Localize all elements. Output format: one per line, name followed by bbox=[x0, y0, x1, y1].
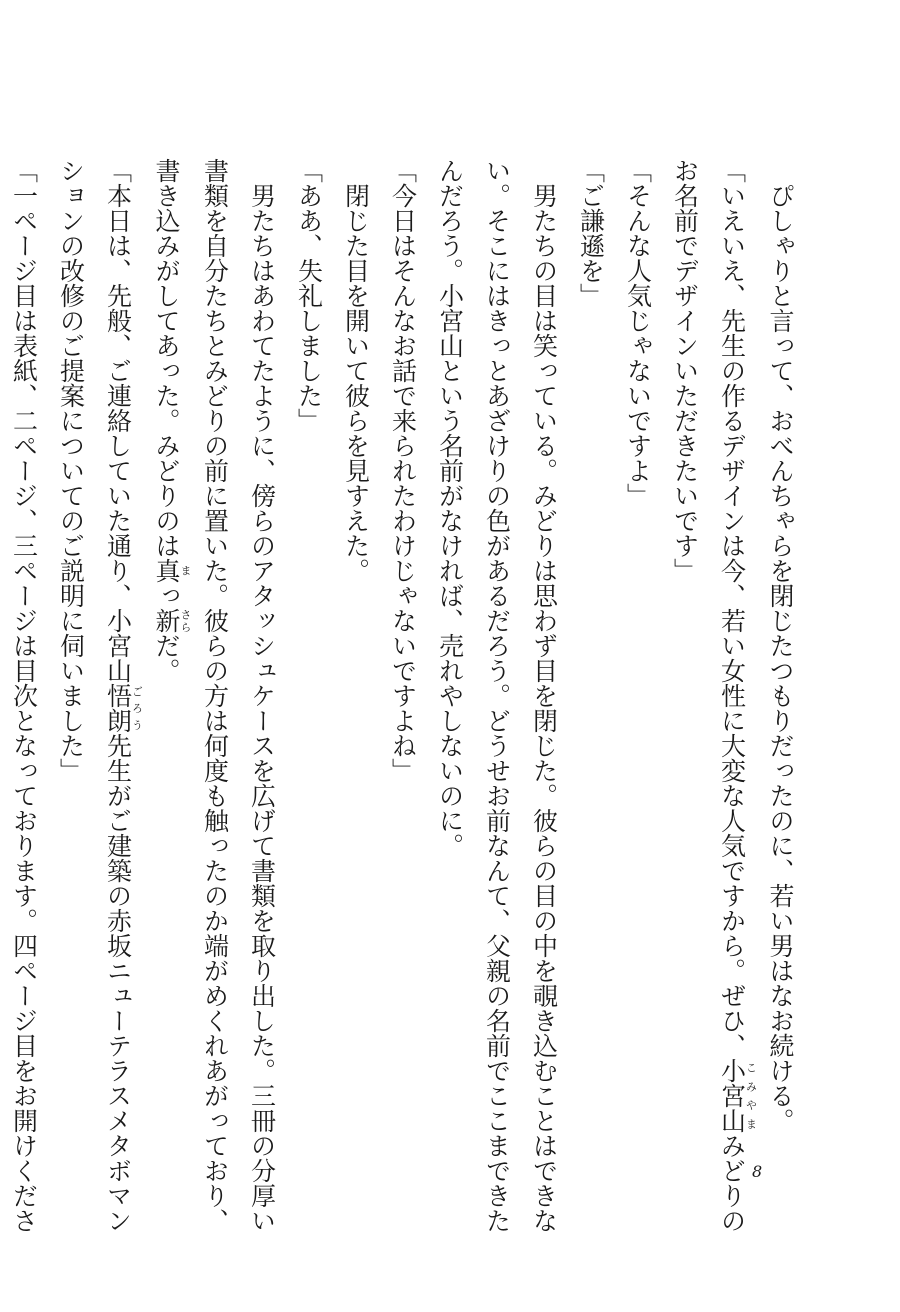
text-segment: 「今日はそんなお話で来られたわけじゃないですよね」 bbox=[388, 158, 418, 783]
text-segment: っ bbox=[152, 583, 181, 608]
text-line bbox=[143, 158, 192, 1168]
text-line bbox=[662, 158, 709, 1168]
text-line bbox=[568, 158, 615, 1168]
text-line bbox=[333, 158, 380, 1168]
ruby-annotation bbox=[103, 683, 144, 733]
text-line bbox=[709, 158, 758, 1233]
text-line bbox=[1, 158, 48, 1233]
text-line bbox=[192, 158, 239, 1233]
text-segment: ぴしゃりと言って、おべんちゃらを閉じたつもりだったのに、若い男はなお続ける。 bbox=[766, 183, 795, 1133]
ruby-reading: ごろう bbox=[130, 683, 144, 733]
text-segment: い。そこにはきっとあざけりの色があるだろう。どうせお前なんて、父親の名前でここまできた bbox=[482, 158, 512, 1233]
ruby-base: 悟朗 bbox=[103, 683, 133, 733]
ruby-base: 新 bbox=[152, 608, 181, 633]
text-line bbox=[521, 158, 568, 1233]
text-segment: 「そんな人気じゃないですよ」 bbox=[623, 158, 653, 508]
text-segment: 「本日は、先般、ご連絡していた通り、小宮山 bbox=[103, 158, 133, 683]
vertical-text-body bbox=[9, 158, 804, 1233]
text-segment: お名前でデザインいただきたいです」 bbox=[670, 158, 700, 583]
ruby-annotation bbox=[152, 558, 192, 583]
text-segment: 書類を自分たちとみどりの前に置いた。彼らの方は何度も触ったのか端がめくれあがっており、 bbox=[200, 158, 230, 1233]
ruby-reading: こみやま bbox=[744, 1058, 758, 1133]
text-line bbox=[615, 158, 662, 1168]
text-line bbox=[48, 158, 95, 1168]
ruby-annotation bbox=[717, 1058, 758, 1133]
text-segment: 書き込みがしてあった。みどりのは bbox=[152, 158, 181, 558]
text-segment: 男たちの目は笑っている。みどりは思わず目を閉じた。彼らの目の中を覗き込むことはできな bbox=[529, 183, 559, 1233]
text-segment: みどりの bbox=[717, 1133, 747, 1233]
text-line bbox=[286, 158, 333, 1168]
text-line bbox=[474, 158, 521, 1233]
text-line bbox=[239, 158, 286, 1233]
ruby-annotation bbox=[152, 608, 192, 633]
text-segment: だ。 bbox=[152, 633, 181, 683]
text-line bbox=[380, 158, 427, 1168]
text-segment: 男たちはあわてたように、傍らのアタッシュケースを広げて書類を取り出した。三冊の分厚い bbox=[247, 183, 277, 1233]
text-segment: 「一ページ目は表紙、二ページ、三ページは目次となっております。四ページ目をお開けくださ bbox=[9, 158, 39, 1233]
text-line bbox=[757, 158, 804, 1168]
text-segment: 先生がご建築の赤坂ニューテラスメタボマン bbox=[103, 733, 133, 1233]
text-segment: 「ご謙遜を」 bbox=[576, 158, 606, 308]
text-line bbox=[95, 158, 144, 1233]
ruby-base: 真 bbox=[152, 558, 181, 583]
text-segment: 閉じた目を開いて彼らを見すえた。 bbox=[341, 183, 371, 583]
ruby-reading: ま bbox=[179, 558, 192, 583]
text-segment: 「いえいえ、先生の作るデザインは今、若い女性に大変な人気ですから。ぜひ、 bbox=[717, 158, 747, 1058]
text-segment: ションの改修のご提案についてのご説明に伺いました」 bbox=[56, 158, 86, 783]
text-segment: んだろう。小宮山という名前がなければ、売れやしないのに。 bbox=[435, 158, 465, 858]
text-segment: 「ああ、失礼しました」 bbox=[294, 158, 324, 433]
ruby-base: 小宮山 bbox=[717, 1058, 747, 1133]
ruby-reading: さら bbox=[179, 608, 192, 633]
text-line bbox=[427, 158, 474, 1168]
page-number: 8 bbox=[752, 1162, 763, 1181]
